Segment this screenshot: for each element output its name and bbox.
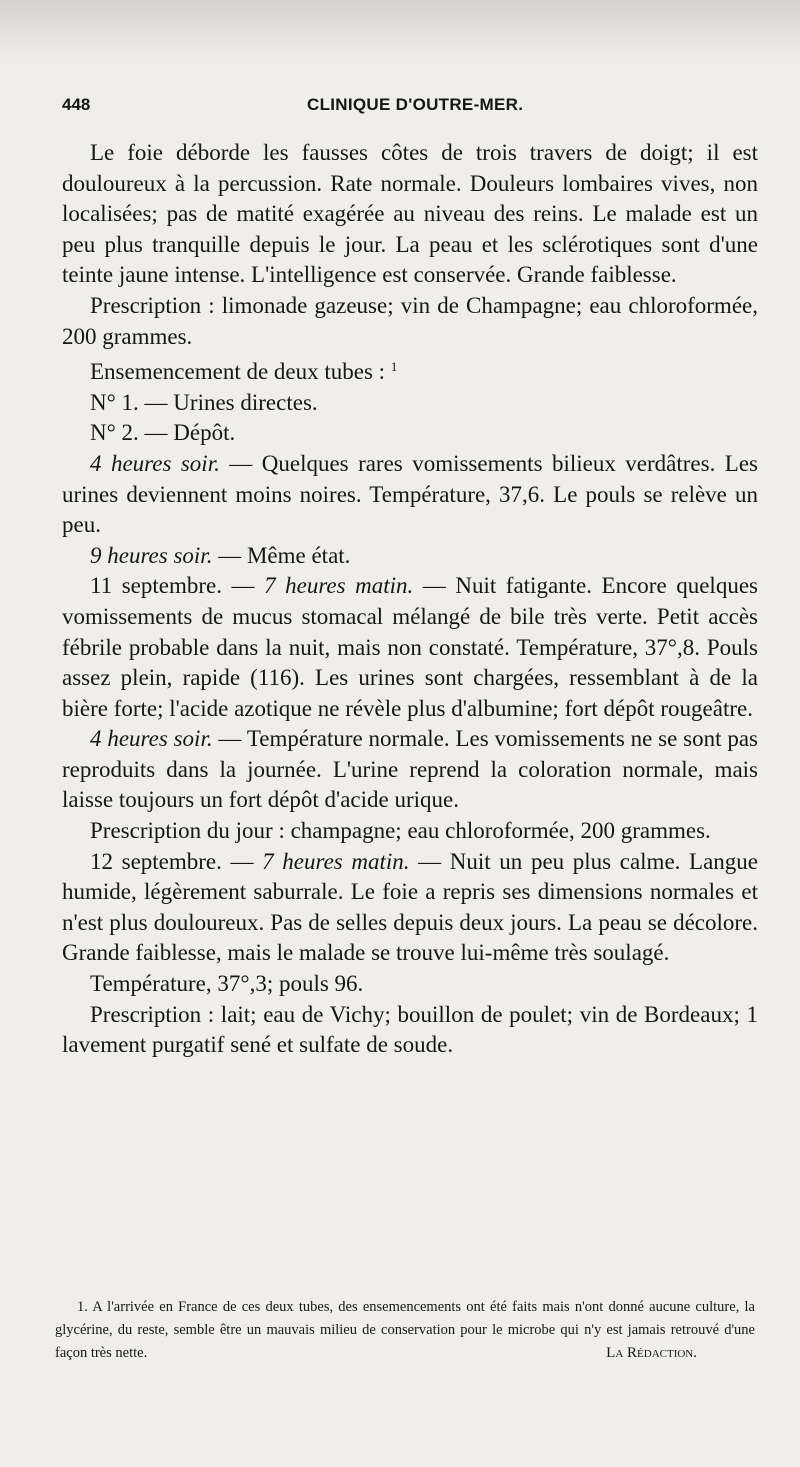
footnote-signature: La Rédaction. (606, 1345, 697, 1361)
running-title: CLINIQUE D'OUTRE-MER. (307, 95, 524, 114)
body-text (62, 138, 758, 1061)
time-italic: 9 heures soir. (90, 542, 213, 568)
paragraph-text: N° 2. — Dépôt. (90, 420, 236, 446)
paragraph-text: Prescription : lait; eau de Vichy; bouillon de poulet; vin de Bordeaux; 1 lavement purgatif sené et sulfate de soude. (62, 1001, 758, 1058)
paragraph-text: Prescription du jour : champagne; eau chloroformée, 200 grammes. (90, 818, 711, 844)
footnote-text (55, 1296, 755, 1365)
paragraph-text: Ensemencement de deux tubes : (90, 359, 386, 385)
paragraph-12-septembre (62, 847, 758, 969)
paragraph-text: Température, 37°,3; pouls 96. (90, 971, 364, 997)
paragraph-text: — Quelques rares vomissements bilieux verdâtres. Les urines deviennent moins noires. Température, 37,6. Le pouls se relève un peu. (62, 450, 758, 538)
date-label: 12 septembre. — (90, 848, 263, 874)
time-italic: 7 heures matin. (264, 573, 414, 599)
paragraph-4h-soir (62, 449, 758, 541)
paragraph-text: — Nuit fatigante. Encore quelques vomissements de mucus stomacal mélangé de bile très verte. Petit accès fébrile probable dans la nuit, mais non constaté. Température, 37°,8. Pouls assez plein, rapide (116). Les urines sont chargées, ressemblant à de la bière forte; l'acide azotique ne révèle plus d'albumine; fort dépôt rougeâtre. (62, 573, 758, 721)
footnote-reference: 1 (390, 359, 398, 375)
paragraph-tube-1 (62, 388, 758, 419)
paragraph-9h-soir (62, 541, 758, 572)
paragraph-ensemencement (62, 352, 758, 388)
paragraph-text: — Même état. (212, 542, 351, 568)
paragraph-text: — Nuit un peu plus calme. Langue humide, légèrement saburrale. Le foie a repris ses dimensions normales et n'est plus douloureux. Pas de selles depuis deux jours. La peau se décolore. Grande faiblesse, mais le malade se trouve lui-même très soulagé. (62, 848, 759, 966)
paragraph-tube-2 (62, 418, 758, 449)
paragraph-temperature (62, 969, 758, 1000)
page-number: 448 (62, 95, 91, 114)
page-header (62, 93, 758, 119)
time-italic: 7 heures matin. (262, 848, 410, 874)
paragraph-4h-soir-2 (62, 724, 758, 816)
time-italic: 4 heures soir. (90, 450, 220, 476)
paragraph-text: — Température normale. Les vomissements ne se sont pas reproduits dans la journée. L'urine reprend la coloration normale, mais laisse toujours un fort dépôt d'acide urique. (62, 726, 758, 813)
footnote-body: 1. A l'arrivée en France de ces deux tubes, des ensemencements ont été faits mais n'ont donné aucune culture, la glycérine, du reste, semble être un mauvais milieu de conservation pour le microbe qui n'y est jamais retrouvé d'une façon très nette. (55, 1299, 755, 1361)
paragraph-prescription-2 (62, 816, 758, 847)
date-label: 11 septembre. — (90, 573, 265, 599)
paragraph-prescription-3 (62, 1000, 758, 1061)
footnote (55, 1296, 755, 1365)
paragraph-text: N° 1. — Urines directes. (90, 389, 318, 415)
paragraph-text: Prescription : limonade gazeuse; vin de Champagne; eau chloroformée, 200 grammes. (62, 292, 758, 349)
paragraph-prescription-1 (62, 291, 758, 352)
time-italic: 4 heures soir. (90, 726, 213, 752)
paragraph-text: Le foie déborde les fausses côtes de trois travers de doigt; il est douloureux à la percussion. Rate normale. Douleurs lombaires vives, non localisées; pas de matité exagérée au niveau des reins. Le malade est un peu plus tranquille depuis le jour. La peau et les sclérotiques sont d'une teinte jaune intense. L'intelligence est conservée. Grande faiblesse. (62, 140, 758, 288)
paragraph-liver-exam (62, 138, 758, 291)
paragraph-11-septembre (62, 571, 758, 724)
